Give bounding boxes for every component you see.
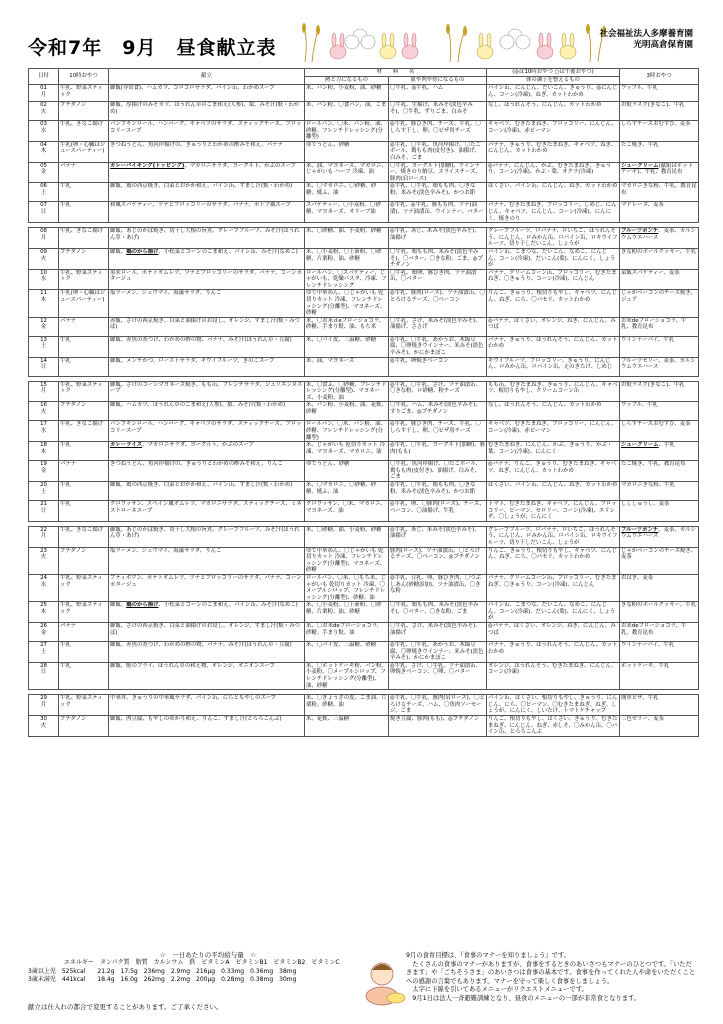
snack3-cell: マカロニきな粉、牛乳、教育昆布 (620, 183, 699, 202)
date-cell: 17 水 (29, 421, 59, 442)
energy-cell: 米、パン粉、小麦粉、油、砂糖 (305, 85, 389, 102)
menu-cell: 塩ラーメン、シュウマイ、海藻サラダ、りんご (109, 290, 305, 317)
snack3-cell: フルーツゼリー、麦茶、カルシウムウエハース (620, 357, 699, 376)
condition-cell: むきたまねぎ、にんじん、かぶ、きゅうり、かぶ・葉、コーン(冷凍)、にんにく (487, 442, 620, 461)
condition-cell: バナナ、クリームコーン缶、ブロッコリー、むきたまねぎ、〇きゅうり、コーン(冷凍)、にんじん (487, 269, 620, 290)
menu-cell: 御飯、あじのかば焼き、切干し大根の旨煮、グレープフルーツ、みそ汁(ほうれん草・あげ) (109, 526, 305, 547)
snack3-cell: ワッフル、牛乳 (620, 85, 699, 102)
snack10-cell: 牛乳、野菜スティック (59, 85, 109, 102)
snack10-cell: 牛乳 (59, 500, 109, 521)
energy-cell: 米、〇小麦粉、〇上新粉、〇砂糖、片栗粉、油、砂糖 (305, 602, 389, 623)
body-cell: ◎牛乳、〇牛乳、あかうお、木綿豆腐、〇卵焼きウインナー、米みそ(淡色辛みそ)、かにかまぼこ (389, 642, 487, 663)
body-cell: 豚肉(ロース)、ツナ油漬缶、〇とろけるチーズ、〇ベーコン、◎プチダノン (389, 547, 487, 574)
snack3-cell: 菜飯スパゲティー、麦茶 (620, 269, 699, 290)
body-cell: ◎牛乳、〇牛乳、あかうお、木綿豆腐、〇卵焼きウインナー、米みそ(淡色辛みそ)、かにかまぼこ (389, 336, 487, 357)
body-cell: ◎牛乳、豚ひき肉、チーズ、牛乳、〇しらす干し、卵、〇ピザ用チーズ (389, 421, 487, 442)
menu-cell: きつねうどん、魚河岸揚げの、きゅうりとわかめの酢みそ和え、りんご (109, 461, 305, 482)
date-cell: 18 木 (29, 442, 59, 461)
menu-cell: 御飯、鮭のフライ、ほうれん草の和え物、オレンジ、オニオンスープ (109, 662, 305, 689)
table-row (29, 716, 699, 737)
energy-cell: ゆでうどん、砂糖 (305, 461, 389, 482)
energy-cell: 米、〇ホットケーキ粉、パン粉、小麦粉、〇メープルシロップ、フレンチドレッシング(分離型)、油、砂糖 (306, 662, 387, 689)
snack3-cell: きな粉のボールクッキー、牛乳 (620, 602, 699, 623)
date-cell: 24 水 (29, 574, 59, 601)
condition-cell: パイン缶、にんじん、だいこん、きゅうり、◎にんじん、コーン(冷凍)、ねぎ、カットわかめ (487, 85, 620, 102)
header-snack10: 10時おやつ (59, 69, 109, 85)
nutrition-row-under3: 3歳未満児 441kcal 18.4g 16.0g 262mg 2.2mg 200μg 0.28mg 0.38mg 30mg (28, 976, 297, 983)
condition-cell: パイン缶、こまつな、だいこん、なめこ、にんじん、コーン(冷凍)、だいこん(葉)、にんにく、しょうが (487, 248, 620, 269)
snack10-cell: バナナ (59, 623, 109, 642)
nutrition-header: エネルギー タンパク質 脂質 カルシウム 鉄 ビタミンA ビタミンB1 ビタミンB2 ビタミンC (64, 959, 340, 966)
body-cell: 〇牛乳、さけ、米みそ(淡色辛みそ)、油揚げ (389, 623, 487, 642)
table-row (29, 574, 699, 601)
body-cell: 〇牛乳、鶏もも肉、米みそ(淡色辛みそ)、〇バター、〇きな粉、ごま (389, 602, 487, 623)
body-cell: 〇牛乳、鶏もも肉、米みそ(淡色辛みそ)、〇バター、〇きな粉、ごま、◎プチダノン (389, 248, 487, 269)
date-cell: 26 金 (29, 623, 59, 642)
date-cell: 28 日 (29, 662, 59, 689)
energy-cell: 米、油、マヨネーズ (305, 357, 389, 376)
snack10-cell: 牛乳、きなこ揚げ (59, 228, 109, 249)
snack3-cell: マドレーヌ、麦茶 (620, 202, 699, 223)
energy-cell: ロールパン、〇米、パン粉、油、砂糖、フレンチドレッシング(分離型) (305, 121, 389, 142)
date-cell: 29 月 (29, 695, 59, 716)
snack10-cell: 牛乳、きなこ揚げ (59, 421, 109, 442)
condition-cell: グレープフルーツ、ロバナナ、ロいちご、ほうれんそう、にんじん、ロみかん缶、ロパイン缶、ロキウイフルーツ、切り干しだいこん、しょうが (487, 526, 620, 547)
date-cell: 16 火 (29, 402, 59, 421)
snack3-cell: お米deフローショコラ、牛乳、教育昆布 (620, 317, 699, 336)
date-cell: 14 日 (29, 357, 59, 376)
snack10-cell: 牛乳 (59, 662, 109, 689)
request-menu-highlight: カレーバイキング(トッピング) (110, 162, 185, 169)
menu-cell: 御飯、あじのかば焼き、切干し大根の旨煮、グレープフルーツ、みそ汁(ほうれん草・あげ) (109, 228, 305, 249)
menu-cell: 御飯、ハムカツ、ほうれん草のごま和え(人参)、梨、みそ汁(麩・わかめ) (109, 402, 305, 421)
table-row (29, 85, 699, 102)
condition-cell: キャベツ、むきたまねぎ、ブロッコリー、にんじん、コーン(冷凍)、赤ピーマン (487, 421, 620, 442)
menu-cell: 御飯、鶏の西京焼き、白菜とおかか和え、パイン缶、すまし汁(麩・わかめ) (109, 183, 305, 202)
snack10-cell: 牛乳、野菜スティック (59, 574, 109, 601)
energy-cell: ゆでうどん、砂糖 (305, 141, 389, 162)
condition-cell: キウイフルーツ、ブロッコリー、きゅうり、にんじん、ロみかん缶、ロパイン缶、えのきたけ、しめじ (487, 357, 620, 376)
energy-cell: ロールパン、〇米、パン粉、油、砂糖、フレンチドレッシング(分離型) (305, 421, 389, 442)
menu-cell: 御飯、さけの西京焼き、白菜と油揚げのお浸し、オレンジ、すまし汁(麩・みつば) (109, 623, 305, 642)
energy-cell: 米、〇砂糖、油、小麦粉、砂糖 (305, 228, 389, 249)
date-cell: 06 土 (29, 183, 59, 202)
body-cell: 〇牛乳、◎牛乳、ハム (389, 85, 487, 102)
date-cell: 12 金 (29, 317, 59, 336)
body-cell: 〇牛乳、生揚げ、米みそ(淡色辛みそ)、〇牛乳、ずりごま、白みそ (389, 102, 487, 121)
condition-cell: パイン缶、こまつな、だいこん、なめこ、にんじん、コーン(冷凍)、だいこん(葉)、にんにく、しょうが (487, 602, 620, 623)
menu-cell: 御飯、肉豆腐、もやしのゆかり和え、りんご、すまし汁(とろろこんぶ) (109, 716, 305, 737)
date-cell: 08 月 (29, 228, 59, 249)
change-notice: 献立は仕入れの都合で変更することがあります。ご了承ください。 (28, 1003, 223, 1011)
condition-cell: ◎バナナ、りんご、きゅうり、むきたまねぎ、キャベツ、ねぎ、にんじん、カットわかめ (487, 461, 620, 482)
snack10-cell: バナナ (59, 461, 109, 482)
snack10-cell: 牛乳、きなこ揚げ (59, 526, 109, 547)
body-cell: ◎牛乳、〇牛乳、鶏もも肉、〇きな粉、米みそ(淡色辛みそ)、かつお節 (389, 481, 487, 500)
table-row (29, 421, 699, 442)
table-row (29, 317, 699, 336)
condition-cell: バナナ、きゅうり、ほうれんそう、にんじん、カットわかめ (487, 336, 620, 357)
table-row (29, 547, 699, 574)
request-menu-highlight: シュークリーム (621, 442, 659, 449)
food-education-message: 9月の食育目標は、『食事のマナーを知りましょう』です。 たくさんの食事のマナーがありますが、食事をするときのあいさつもマナーのひとつです。「いただきます」や「ごちそうさま」のあいさつは食事の基本です。食事を作ってくれた人や命をいただくことへの感謝の言葉でもあります。マナーを守って楽しく食事をしましょう。 太字に下線を引いてあるメニューがリクエストメニューです。 9月1日は法人一斉避難訓練となり、昼食のメニューの一部が非常食となります。 (406, 952, 696, 1002)
header-date: 日付 (29, 69, 59, 85)
decoration-illustration (300, 22, 610, 62)
nutrition-row-over3: 3歳以上児 525kcal 21.2g 17.5g 236mg 2.9mg 216μg 0.33mg 0.36mg 38mg (28, 967, 297, 975)
energy-cell: 米、花麩、三温糖 (305, 716, 389, 737)
menu-cell: 御飯、赤魚の煮つけ、わかめの酢の物、バナナ、みそ汁(ほうれん草・豆腐) (109, 336, 305, 357)
snack10-cell: バナナ (59, 317, 109, 336)
body-cell: ◎牛乳、さけ、〇牛乳、ツナ油漬缶、卵焼きベーコン、〇卵、〇バター (389, 662, 487, 689)
energy-cell: ロールパン、〇米、〇もち米、じゃがいも 乾切りカット 冷凍、〇メープルシロップ、フレンチドレッシング(分離型)、砂糖、油 (305, 574, 389, 601)
energy-cell: 米、パン粉、〇食パン、油、ごま (305, 102, 389, 121)
snack3-cell: フルーツポンチ、麦茶、カルシウムウエハース (620, 228, 699, 249)
snack3-cell: じゃがベーコンのチーズ焼き、麦茶 (620, 547, 699, 574)
table-row (29, 481, 699, 500)
header-snack3: 3時おやつ (620, 69, 699, 85)
table-row (29, 336, 699, 357)
snack3-cell: しらすチーズおむすび、麦茶 (620, 121, 699, 142)
snack3-cell: しししゅうし、麦茶 (620, 500, 699, 521)
table-row (29, 623, 699, 642)
snack10-cell: 牛乳 (59, 202, 109, 223)
request-menu-highlight: 鶏のから揚げ (126, 248, 159, 255)
body-cell: ◎牛乳、〇牛乳、ヨーグルト(加糖)、豚肉(もも) (389, 442, 487, 461)
header-ingredients-note: (◎は10時おやつ ○は午後おやつ) (487, 69, 620, 77)
snack10-cell: プチダノン (59, 248, 109, 269)
snack10-cell: プチダノン (59, 716, 109, 737)
snack3-cell: ワッフル、牛乳 (620, 402, 699, 421)
date-cell: 13 土 (29, 336, 59, 357)
table-row (29, 602, 699, 623)
menu-cell: クロワッサン、スペイン風オムレツ、マカロニサラダ、スティックチーズ、ミネストローネスープ (109, 500, 305, 521)
body-cell: ◎牛乳、〇牛乳、豚肉(肩ロース)、〇とろけるチーズ、ハム、〇魚肉ソーセージ、ごま (390, 695, 485, 715)
menu-cell: 塩ラーメン、シュウマイ、海藻サラダ、りんご (109, 547, 305, 574)
table-row (29, 121, 699, 142)
snack3-cell: たこ焼き、牛乳、教育昆布 (620, 461, 699, 482)
date-cell: 05 金 (29, 162, 59, 183)
snack3-cell: マカロニきな粉、牛乳 (620, 481, 699, 500)
request-menu-highlight: シュークリーム (621, 162, 659, 169)
table-row (29, 526, 699, 547)
energy-cell: ロールパン、〇スパゲティー、じゃがいも、乾燥パスタ、冷凍、フレンチドレッシング (306, 269, 387, 289)
snack10-cell: 牛乳 (59, 183, 109, 202)
energy-cell: クロワッサン、〇米、マカロニ、マヨネーズ、油 (305, 500, 389, 521)
body-cell: ◎牛乳、豚ひき肉、チーズ、牛乳、〇しらす干し、卵、〇ピザ用チーズ (389, 121, 487, 142)
condition-cell: バナナ、きゅうり、ほうれんそう、にんじん、カットわかめ (487, 642, 620, 663)
date-cell: 01 月 (29, 85, 59, 102)
snack10-cell: 牛乳、きなこ揚げ (59, 121, 109, 142)
condition-cell: りんご、きゅうり、根切りもやし、キャベツ、にんじん、ねぎ、にら、〇パセリ、カットわかめ (487, 547, 620, 574)
energy-cell: 米、〇パイ皮、三温糖、砂糖 (305, 336, 389, 357)
snack3-cell: 簡単ピザ、牛乳 (620, 695, 699, 716)
menu-cell: 赤飯、さけの西京焼き、白菜と油揚げのお浸し、オレンジ、すまし汁(麩・みつば) (109, 317, 305, 336)
table-row (29, 381, 699, 402)
snack3-cell: たこ焼き、牛乳 (620, 141, 699, 162)
menu-cell: カレーバイキング(トッピング)、マカロニサラダ、ヨーグルト、かぶのスープ (109, 162, 305, 183)
menu-table-body (29, 85, 699, 737)
condition-cell: はくさい、パイン缶、にんじん、ねぎ、カットわかめ (487, 481, 620, 500)
table-row (29, 695, 699, 716)
menu-cell: 御飯、赤魚の煮つけ、わかめの酢の物、バナナ、みそ汁(ほうれん草・豆腐) (109, 642, 305, 663)
energy-cell: 米、〇小麦粉、〇上新粉、〇砂糖、片栗粉、油、砂糖 (305, 248, 389, 269)
condition-cell: りんご、根切りもやし、はくさい、きゅうり、むきたまねぎ、にんじん、ねぎ、赤しそ、〇みかん缶、〇パイン缶、とろろこんぶ (487, 716, 620, 737)
energy-cell: 米、〇お米deフローショコラ、砂糖、手まり麩、油 (305, 623, 389, 642)
menu-cell: 御飯、鶏のから揚げ、小松菜とコーンのごま和え、パイン缶、みそ汁(なめこ) (109, 248, 305, 269)
header-menu: 献立 (109, 69, 305, 85)
date-cell: 21 日 (29, 500, 59, 521)
menu-cell: 御飯、さけのコーンマヨネーズ焼き、もも缶、フレンチサラダ、ジュリエンヌスープ (109, 381, 305, 402)
energy-cell: 米、〇マカロニ、〇砂糖、砂糖、焼ふ、油 (305, 481, 389, 500)
table-row (29, 642, 699, 663)
table-row (29, 442, 699, 461)
body-cell: 焼き豆腐、豚肉(もも)、◎プチダノン (389, 716, 487, 737)
snack10-cell: 牛乳、野菜スティック (59, 602, 109, 623)
body-cell: ◎牛乳、卵焼きベーコン (389, 357, 487, 376)
condition-cell: グレープフルーツ、ロバナナ、ロいちご、ほうれんそう、にんじん、ロみかん缶、ロパイン缶、ロキウイフルーツ、切り干しだいこん、しょうが (487, 228, 620, 249)
energy-cell: 米、パン粉、小麦粉、油、花麩、砂糖 (305, 402, 389, 421)
condition-cell: トマト、むきたまねぎ、キャベツ、にんじん、ブロッコリー、ピーマン、セロリー、コーン(冷凍)、エリンギ、〇しょうが、にんにく (487, 500, 620, 521)
condition-cell: オレンジ、ほうれんそう、むきたまねぎ、にんじん、コーン(冷凍) (487, 662, 620, 689)
snack10-cell: 牛乳 (59, 481, 109, 500)
table-row (29, 202, 699, 223)
date-cell: 30 火 (29, 716, 59, 737)
menu-cell: パンプキンロール、ハンバーグ、キャベツのサラダ、スティックチーズ、ブロッコリースープ (109, 421, 305, 442)
menu-cell: 御飯、鶏のから揚げ、小松菜とコーンのごま和え、パイン缶、みそ汁(なめこ) (109, 602, 305, 623)
snack10-cell: 牛乳 (59, 442, 109, 461)
menu-cell: きつねうどん、魚河岸揚げの、きゅうりとわかめの酢みそ和え、バナナ (109, 141, 305, 162)
table-row (29, 183, 699, 202)
body-cell: 〇牛乳、魚河岸揚げ、〇たこボール、鶏もも肉(皮付き)、油揚げ、白みそ、ごま (389, 461, 487, 482)
date-cell: 11 木 (29, 290, 59, 317)
menu-cell: 御飯、厚揚げのみそカツ、ほうれん草のごま和え(人参)、梨、みそ汁(麩・わかめ) (109, 102, 305, 121)
snack10-cell: 牛乳 (59, 642, 109, 663)
body-cell: ◎牛乳、〇牛乳、魚河岸揚げ、〇たこボール、鶏もも肉(皮付き)、油揚げ、白みそ、ごま (389, 141, 487, 162)
menu-cell: パンプキンロール、ハンバーグ、キャベツのサラダ、スティックチーズ、ブロッコリースープ (109, 121, 305, 142)
request-menu-highlight: フルーツポンチ (621, 228, 659, 235)
snack3-cell: ウインナーパイ、牛乳 (620, 336, 699, 357)
body-cell: 〇牛乳、ヨーグルト(加糖)、ウインナー、焼きのり納豆、スライスチーズ、豚肉(肩ロース) (389, 162, 487, 183)
menu-cell: 御飯、鶏の西京焼き、白菜とおかか和え、パイン缶、すまし汁(麩・わかめ) (109, 481, 305, 500)
snack10-cell: 牛乳 (59, 357, 109, 376)
condition-cell: パイン缶、はくさい、根切りもやし、きゅうり、にんじん、にら、〇ピーマン、〇むきたまねぎ、ねぎ、しょうが、にんにく、しいたけ、トマトケチャップ (487, 695, 620, 716)
snack10-cell: 牛乳、野菜スティック (59, 269, 109, 290)
energy-cell: 米、〇パイ皮、三温糖、砂糖 (305, 642, 389, 663)
condition-cell: バナナ、きゅうり、むきたまねぎ、キャベツ、ねぎ、にんじん、カットわかめ (487, 141, 620, 162)
table-row (29, 662, 699, 689)
baby-eating-illustration (358, 956, 406, 1006)
request-menu-highlight: カレーライス (110, 442, 143, 449)
nutrition-title: ☆ 一日あたりの平均給与量 ☆ (159, 951, 257, 959)
date-cell: 27 土 (29, 642, 59, 663)
date-cell: 22 月 (29, 526, 59, 547)
energy-cell: 米、〇砂糖、油、小麦粉、砂糖 (305, 526, 389, 547)
energy-cell: スパゲティー、〇小麦粉、〇砂糖、マヨネーズ、オリーブ油 (305, 202, 389, 223)
header-condition: 体の調子を整えるもの (487, 77, 620, 85)
condition-cell: ◎バナナ、はくさい、オレンジ、ねぎ、にんじん、みつば (487, 623, 620, 642)
condition-cell: りんご、きゅうり、根切りもやし、キャベツ、にんじん、ねぎ、にら、〇パセリ、カットわかめ (487, 290, 620, 317)
table-row (29, 228, 699, 249)
condition-cell: なし、ほうれんそう、にんじん、カットわかめ (487, 102, 620, 121)
page-header (0, 0, 723, 68)
table-row (29, 248, 699, 269)
energy-cell: ゆで中華めん、〇じゃがいも 乾切りカット 冷凍、フレンチドレッシング(分離型)、マヨネーズ、砂糖 (305, 547, 389, 574)
snack3-cell: 三色ゼリー、麦茶 (620, 716, 699, 737)
page-title: 令和7年 9月 昼食献立表 (28, 37, 277, 59)
energy-cell: 米、油、マヨネーズ、マカロニ、じゃがいも ハーフ 冷凍、油 (305, 162, 389, 183)
condition-cell: なし、ほうれんそう、にんじん、カットわかめ (487, 402, 620, 421)
snack3-cell: お麩ラスク(きなこ)、牛乳 (620, 381, 699, 402)
energy-cell: 米、じゃがいも 乾切りカット 冷凍、マヨネーズ、マカロニ、油 (305, 442, 389, 461)
date-cell: 02 火 (29, 102, 59, 121)
date-cell: 23 火 (29, 547, 59, 574)
condition-cell: ◎バナナ、にんじん、かぶ、むきたまねぎ、きゅうり、コーン(冷凍)、かぶ・葉、オクラ(冷凍) (487, 162, 620, 183)
table-row (29, 102, 699, 121)
snack3-cell: シュークリーム(献組はホットケーキ)、牛乳、教育昆布 (620, 162, 699, 183)
menu-cell: 中華丼、きゅうりの中華風サラダ、パイン缶、にらともやしのスープ (109, 695, 305, 716)
date-cell: 25 木 (29, 602, 59, 623)
snack10-cell: 牛乳(卵・心臓はジュースパーティー) (59, 141, 109, 162)
date-cell: 19 金 (29, 461, 59, 482)
snack3-cell: しらすチーズおむすび、麦茶 (620, 421, 699, 442)
condition-cell: キャベツ、むきたまねぎ、ブロッコリー、にんじん、コーン(冷凍)、赤ピーマン (487, 121, 620, 142)
table-row (29, 141, 699, 162)
header-energy: 熱と力になるもの (305, 77, 389, 85)
body-cell: ◎牛乳、〇牛乳、鶏もも肉、〇きな粉、米みそ(淡色辛みそ)、かつお節 (389, 183, 487, 202)
snack10-cell: 牛乳、野菜スティック (59, 695, 109, 716)
menu-cell: 御飯(非常食)、ハムカツ、コロコロサラダ、パイン缶、わかめスープ (109, 85, 305, 102)
energy-cell: 米、〇お米ｄeフローショコラ、砂糖、手まり麩、油、もち米 (305, 317, 389, 336)
energy-cell: 米、〇マカロニ、〇砂糖、砂糖、焼ふ、油 (305, 183, 389, 202)
menu-cell: ブティボワン、ポテトオムレツ、ツナとブロッコリーのサラダ、バナナ、コーンポタージュ (109, 574, 305, 601)
body-cell: 〇牛乳、ハム、米みそ(淡色辛みそ)、すりごま、◎プチダノン (389, 402, 487, 421)
menu-cell: 御飯、メンチかつ、ローストサラダ、キウイフルーツ、きのこスープ (109, 357, 305, 376)
snack10-cell: バナナ (59, 162, 109, 183)
footer (28, 950, 698, 1020)
snack3-cell: ウインナーパイ、牛乳 (620, 642, 699, 663)
table-row (29, 461, 699, 482)
snack10-cell: 牛乳 (59, 336, 109, 357)
header-body: 血や肉や骨になるもの (389, 77, 487, 85)
table-row (29, 357, 699, 376)
snack10-cell: 牛乳、野菜スティック (59, 381, 109, 402)
snack10-cell: プチダノン (59, 547, 109, 574)
snack3-cell: じゃがベーコンのチーズ焼き、ジュア (620, 290, 699, 317)
date-cell: 15 月 (29, 381, 59, 402)
table-row (29, 162, 699, 183)
table-row (29, 500, 699, 521)
nutrition-box (28, 950, 358, 985)
date-cell: 10 水 (29, 269, 59, 290)
date-cell: 20 土 (29, 481, 59, 500)
date-cell: 04 木 (29, 141, 59, 162)
body-cell: ◎牛乳、〇牛乳、さけ、ツナ油漬缶、〇きな粉、ロ砂糖、粉チーズ (389, 381, 487, 402)
menu-cell: カレーライス、マカロニサラダ、ヨーグルト、かぶのスープ (109, 442, 305, 461)
table-row (29, 402, 699, 421)
energy-cell: 米、〇食ふ、〇砂糖、フレンチドレッシング(分離型)、マヨネーズ、小麦粉、油 (306, 381, 387, 401)
condition-cell: バナナ、クリームコーン缶、ブロッコリー、むきたまねぎ、〇きゅうり、コーン(冷凍)、にんじん (487, 574, 620, 601)
snack3-cell: きな粉のボールクッキー、牛乳 (620, 248, 699, 269)
condition-cell: はくさい、パイン缶、にんじん、ねぎ、カットわかめ (487, 183, 620, 202)
snack10-cell: 牛乳(卵・心臓はジュースパーティー) (59, 290, 109, 317)
snack10-cell: プチダノン (59, 102, 109, 121)
organization-name: 社会福祉法人多摩養育園 光明高倉保育園 (599, 29, 693, 50)
menu-table (28, 68, 699, 737)
body-cell: ◎牛乳、あじ、米みそ(淡色辛みそ)、油揚げ (389, 526, 487, 547)
body-cell: ◎牛乳、豆乳、卵、豚ひき肉、〇つぶしあん(砂糖添加)、ツナ油漬缶、〇きな粉 (389, 574, 487, 601)
table-row (29, 290, 699, 317)
body-cell: 〇牛乳、さけ、米みそ(淡色辛みそ)、油揚げ、ささげ (389, 317, 487, 336)
snack3-cell: シュークリーム、牛乳 (620, 442, 699, 461)
condition-cell: もも缶、むきたまねぎ、きゅうり、にんじん、キャベツ、根切りもやし、クリームコーン缶 (487, 381, 620, 402)
menu-cell: 黒米ロール、ポテトオムレツ、ツナとブロッコリーのサラダ、バナナ、コーンポタージュ (109, 269, 305, 290)
request-menu-highlight: 鶏のから揚げ (126, 602, 159, 609)
table-row (29, 269, 699, 290)
energy-cell: ゆで中華めん、〇じゃがいも 乾切りカット 冷凍、フレンチドレッシング(分離型)、マヨネーズ、砂糖 (305, 290, 389, 317)
snack3-cell: お麩ラスク(きなこ)、牛乳 (620, 102, 699, 121)
snack3-cell: フルーツポンチ、麦茶、カルシウムウエハース (620, 526, 699, 547)
body-cell: ◎牛乳、◎牛乳、豚もも肉、ツナ(油漬)、ツナ油漬缶、ウインナー、バター (389, 202, 487, 223)
body-cell: ◎牛乳、あじ、米みそ(淡色辛みそ)、油揚げ (389, 228, 487, 249)
condition-cell: ◎バナナ、はくさい、オレンジ、ねぎ、にんじん、みつば (487, 317, 620, 336)
request-menu-highlight: フルーツポンチ (621, 526, 659, 533)
date-cell: 09 火 (29, 248, 59, 269)
snack3-cell: おはぎ、麦茶 (620, 574, 699, 601)
body-cell: ◎牛乳、豚肉(ロース)、ツナ油漬缶、〇とろけるチーズ、〇ベーコン (389, 290, 487, 317)
snack3-cell: ホットケーキ、牛乳 (620, 662, 699, 689)
body-cell: ◎牛乳、卵、〇豚肉(ロース)、チーズ、ベーコン、〇油揚げ、牛乳 (389, 500, 487, 521)
menu-cell: 和風スパゲティー、ツナとブロッコリーのサラダ、バナナ、ポトフ風スープ (109, 202, 305, 223)
snack3-cell: お米deフローショコラ、牛乳、教育昆布 (620, 623, 699, 642)
header-ingredients: 材 料 名 (305, 69, 487, 77)
date-cell: 07 日 (29, 202, 59, 223)
condition-cell: バナナ、むきたまねぎ、ブロッコリー、しめじ、にんじん、キャベツ、にんじん、コーン(冷凍)、にんにく、焼きのり (487, 202, 620, 223)
body-cell: 〇牛乳、鶏卵、豚ひき肉、ツナ油漬缶、〇バター (389, 269, 487, 290)
energy-cell: 米、〇ぎょうざの皮、ごま油、片栗粉、砂糖、油 (305, 695, 389, 716)
snack10-cell: プチダノン (59, 402, 109, 421)
date-cell: 03 水 (29, 121, 59, 142)
